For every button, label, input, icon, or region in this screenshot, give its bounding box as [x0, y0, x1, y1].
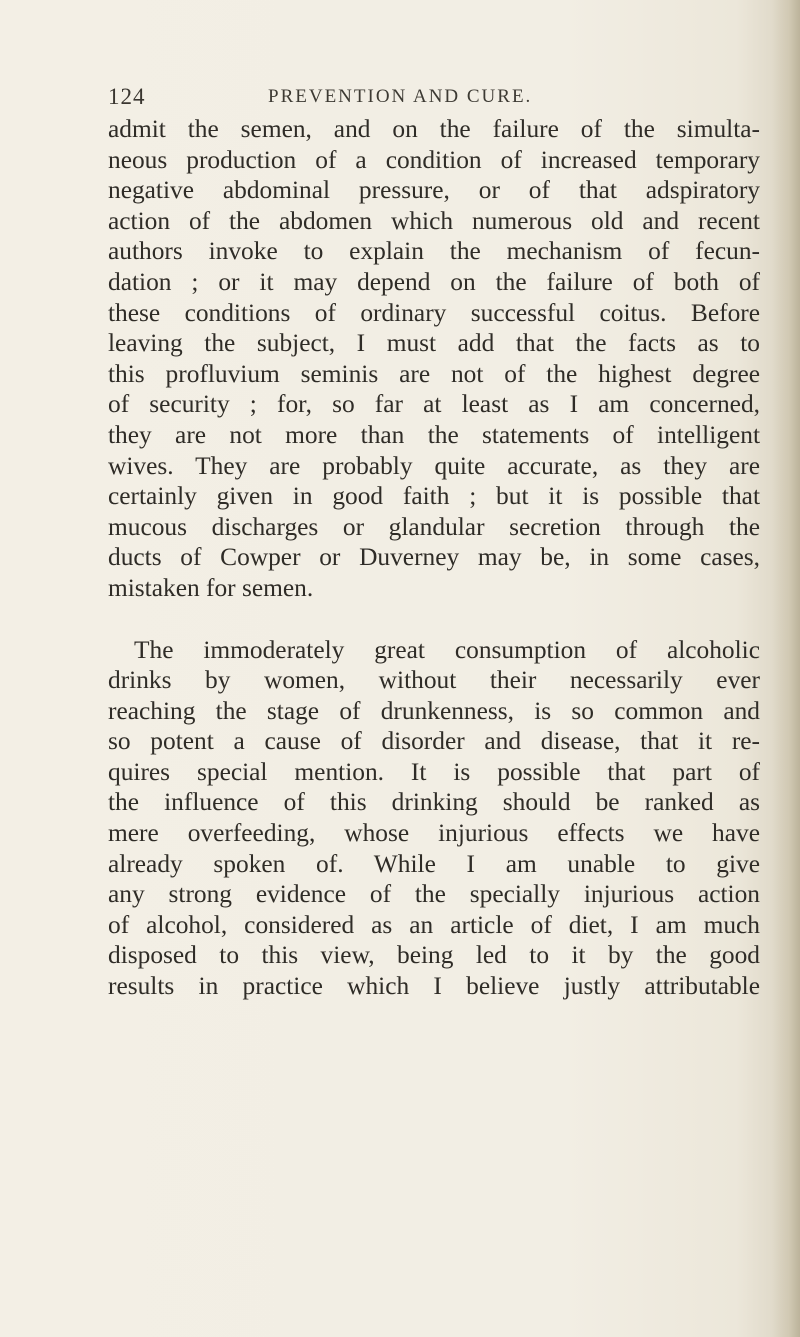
text-line: quires special mention. It is possible that part of [108, 757, 760, 786]
text-line: any strong evidence of the specially injurious action [108, 880, 760, 909]
text-line: drinks by women, without their necessarily ever [108, 666, 760, 695]
page-header [108, 84, 708, 114]
text-line: mucous discharges or glandular secretion through the [108, 512, 760, 541]
paragraph-2 [108, 635, 760, 1002]
text-line: mere overfeeding, whose injurious effects we have [108, 819, 760, 848]
paragraph-1 [108, 114, 760, 604]
page-number: 124 [108, 84, 146, 109]
text-line: they are not more than the statements of intelligent [108, 420, 760, 449]
text-line: The immoderately great consumption of alcoholic [134, 635, 760, 664]
text-line: admit the semen, and on the failure of the simulta- [108, 115, 760, 143]
text-line: dation ; or it may depend on the failure of both of [108, 267, 760, 296]
text-line: reaching the stage of drunkenness, is so common and [108, 696, 760, 725]
text-line: these conditions of ordinary successful coitus. Before [108, 298, 760, 327]
text-line: wives. They are probably quite accurate, as they are [108, 451, 760, 480]
text-line: action of the abdomen which numerous old and recent [108, 206, 760, 235]
text-line: this profluvium seminis are not of the highest degree [108, 359, 760, 388]
text-line: negative abdominal pressure, or of that adspiratory [108, 176, 760, 205]
text-line: leaving the subject, I must add that the facts as to [108, 329, 760, 358]
text-line: authors invoke to explain the mechanism of fecun- [108, 237, 760, 266]
paragraph-gap [108, 604, 760, 635]
text-line: results in practice which I believe justly attributable [108, 972, 760, 1001]
text-line: of alcohol, considered as an article of diet, I am much [108, 910, 760, 939]
text-line: so potent a cause of disorder and disease, that it re- [108, 727, 760, 756]
running-head: PREVENTION AND CURE. [268, 86, 533, 107]
text-line: disposed to this view, being led to it by the good [108, 941, 760, 970]
text-line: mistaken for semen. [108, 573, 314, 602]
body-text [108, 114, 760, 1002]
page-edge-shadow [772, 0, 800, 1337]
text-line: of security ; for, so far at least as I am concerned, [108, 390, 760, 419]
text-line: neous production of a condition of increased temporary [108, 145, 760, 174]
text-line: ducts of Cowper or Duverney may be, in some cases, [108, 543, 760, 572]
text-line: certainly given in good faith ; but it is possible that [108, 482, 760, 511]
text-line: the influence of this drinking should be ranked as [108, 788, 760, 817]
text-line: already spoken of. While I am unable to give [108, 849, 760, 878]
